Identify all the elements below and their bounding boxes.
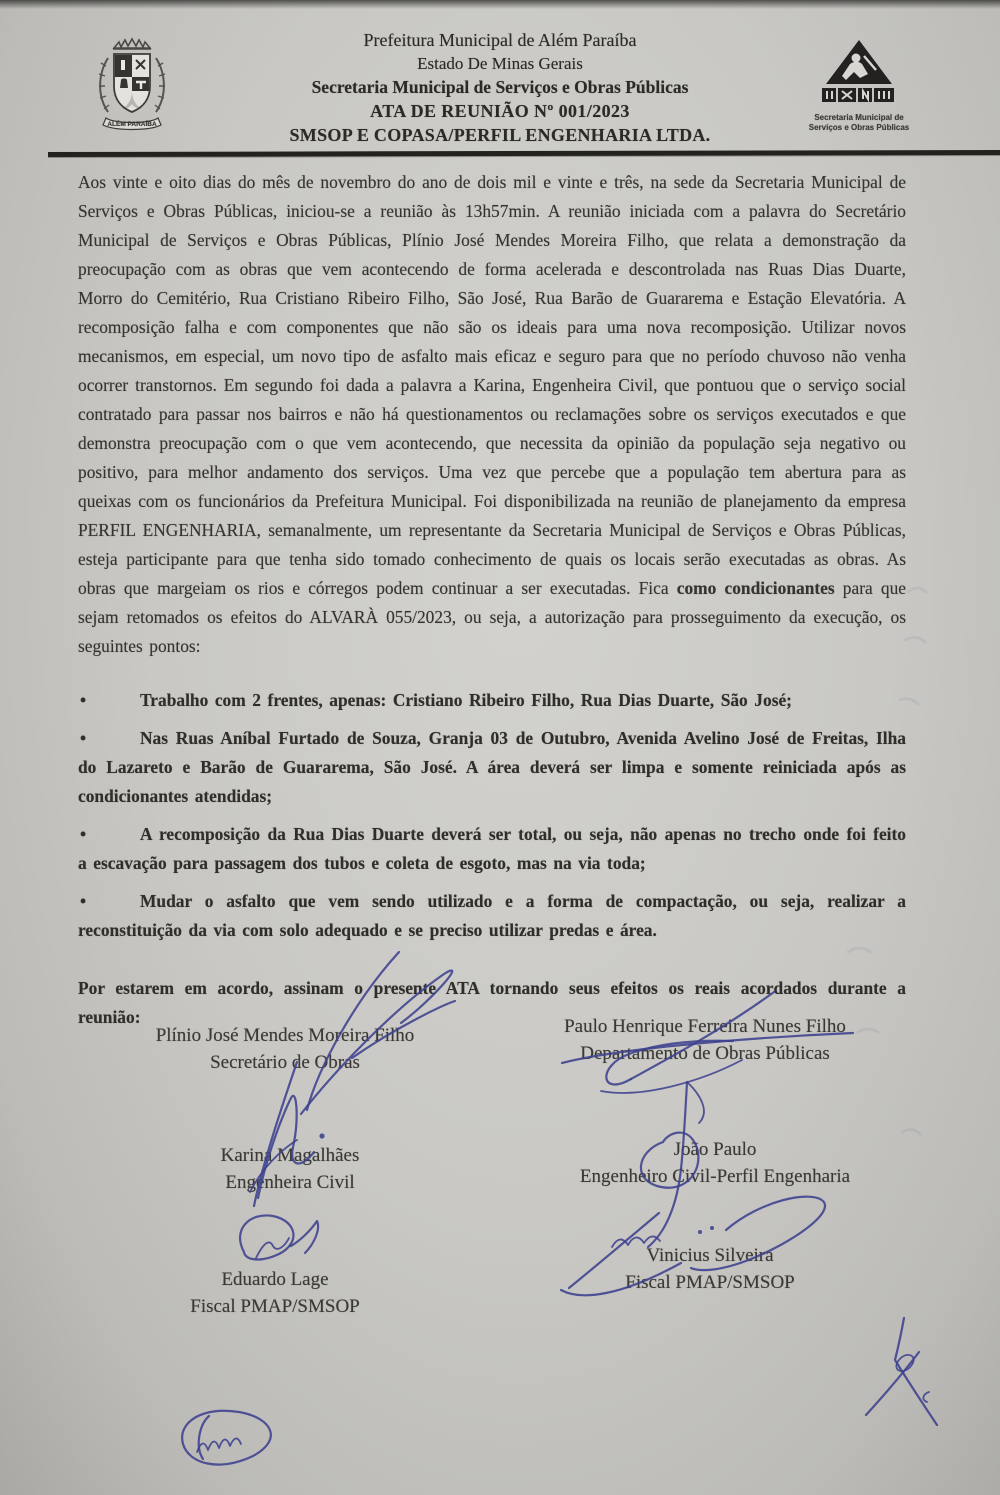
signature-ink-bottom-left — [182, 1411, 271, 1465]
conditions-list — [78, 686, 906, 945]
header-ata-number: ATA DE REUNIÃO Nº 001/2023 — [370, 101, 630, 121]
signatory-name: Plínio José Mendes Moreira Filho — [155, 1025, 415, 1046]
signature-ink-eduardo — [240, 1215, 318, 1259]
crest-banner-text: ALÉM PARAÍBA — [107, 121, 157, 128]
bullet-dot: • — [80, 824, 87, 844]
municipal-coat-of-arms-icon — [84, 34, 180, 148]
header-municipality: Prefeitura Municipal de Além Paraíba — [363, 30, 637, 50]
signatory-name: Vinicius Silveira — [646, 1245, 774, 1266]
signature-block-plinio — [100, 1022, 470, 1076]
bullet-dot: • — [80, 891, 87, 911]
list-item — [78, 686, 906, 715]
signatory-role: Departamento de Obras Públicas — [580, 1043, 830, 1064]
list-item-text: Mudar o asfalto que vem sendo utilizado e a forma de compactação, ou seja, realizar a reconstituição da via com solo adequado e se preciso utilizar predas e área. — [78, 891, 906, 940]
signatory-role: Fiscal PMAP/SMSOP — [625, 1272, 795, 1293]
list-item-text: Trabalho com 2 frentes, apenas: Cristiano Ribeiro Filho, Rua Dias Duarte, São José; — [140, 690, 792, 710]
closing-paragraph: Por estarem em acordo, assinam o presente ATA tornando seus efeitos os reais acordados durante a reunião: — [78, 978, 906, 1027]
signature-block-joao — [520, 1136, 910, 1190]
signature-block-karina — [140, 1142, 440, 1196]
header-state: Estado De Minas Gerais — [417, 54, 583, 73]
signatory-name: Eduardo Lage — [221, 1269, 329, 1290]
signatory-name: Paulo Henrique Ferreira Nunes Filho — [564, 1016, 846, 1037]
signatory-name: Karina Magalhães — [220, 1145, 360, 1166]
secretariat-logo — [798, 38, 920, 133]
list-item — [78, 724, 906, 811]
logo-caption-line2: Serviços e Obras Públicas — [808, 123, 910, 132]
signatory-role: Fiscal PMAP/SMSOP — [190, 1296, 360, 1317]
list-item — [78, 887, 906, 945]
signature-block-paulo — [520, 1013, 890, 1067]
header-parties: SMSOP E COPASA/PERFIL ENGENHARIA LTDA. — [289, 125, 711, 145]
signatory-name: João Paulo — [673, 1139, 757, 1160]
header-divider-rule — [48, 150, 1000, 157]
signatory-role: Secretário de Obras — [210, 1052, 360, 1073]
list-item-text: A recomposição da Rua Dias Duarte deverá ser total, ou seja, não apenas no trecho onde foi feito a escavação para passagem dos tubos e coleta de esgoto, mas na via toda; — [78, 824, 906, 873]
list-item — [78, 820, 906, 878]
document-body — [78, 168, 906, 1032]
signature-ink-bottom-right — [866, 1318, 937, 1425]
bullet-dot: • — [80, 690, 87, 710]
logo-caption-line1: Secretaria Municipal de — [814, 113, 904, 122]
signatory-role: Engenheiro Civil-Perfil Engenharia — [579, 1166, 851, 1187]
bullet-dot: • — [80, 728, 87, 748]
header-secretariat: Secretaria Municipal de Serviços e Obras Públicas — [311, 77, 689, 97]
main-paragraph: Aos vinte e oito dias do mês de novembro do ano de dois mil e vinte e três, na sede da Secretaria Municipal de Serviços e Obras Públicas, iniciou-se a reunião às 13h57min. A reunião iniciada com a palavra do Secretário Municipal de Serviços e Obras Públicas, Plínio José Mendes Moreira Filho, que relata a demonstração da preocupação com as obras que vem acontecendo de forma acelerada e descontrolada nas Ruas Dias Duarte, Morro do Cemitério, Rua Cristiano Ribeiro Filho, São José, Rua Barão de Guararema e Estação Elevatória. A recomposição falha e com componentes que não são os ideais para uma nova recomposição. Utilizar novos mecanismos, em especial, um novo tipo de asfalto mais eficaz e seguro para que no período chuvoso não venha ocorrer transtornos. Em segundo foi dada a palavra a Karina, Engenheira Civil, que pontuou que o serviço social contratado para passar nos bairros e não há questionamentos ou reclamações sobre os serviços executados e que demonstra preocupação com o que vem acontecendo, que necessita da opinião da população seja negativo ou positivo, para melhor andamento dos serviços. Uma vez que percebe que a população tem abertura para as queixas com os funcionários da Prefeitura Municipal. Foi disponibilizada na reunião de planejamento da empresa PERFIL ENGENHARIA, semanalmente, um representante da Secretaria Municipal de Serviços e Obras Públicas, esteja participante para que tenha sido tomado conhecimento de quais os locais serão executadas as obras. As obras que margeiam os rios e córregos podem continuar a ser executadas. Fica como condicionantes para que sejam retomados os efeitos do ALVARÀ 055/2023, ou seja, a autorização para prosseguimento da execução, os seguintes pontos: — [78, 172, 906, 656]
signatory-role: Engenheira Civil — [225, 1172, 355, 1193]
list-item-text: Nas Ruas Aníbal Furtado de Souza, Granja 03 de Outubro, Avenida Avelino José de Freitas, Ilha do Lazareto e Barão de Guararema, São José. A área deverá ser limpa e somente reiniciada após as condicionantes atendidas; — [78, 728, 906, 806]
signature-block-vinicius — [540, 1242, 880, 1296]
worker-triangle-icon — [798, 38, 920, 106]
signature-block-eduardo — [130, 1266, 420, 1320]
